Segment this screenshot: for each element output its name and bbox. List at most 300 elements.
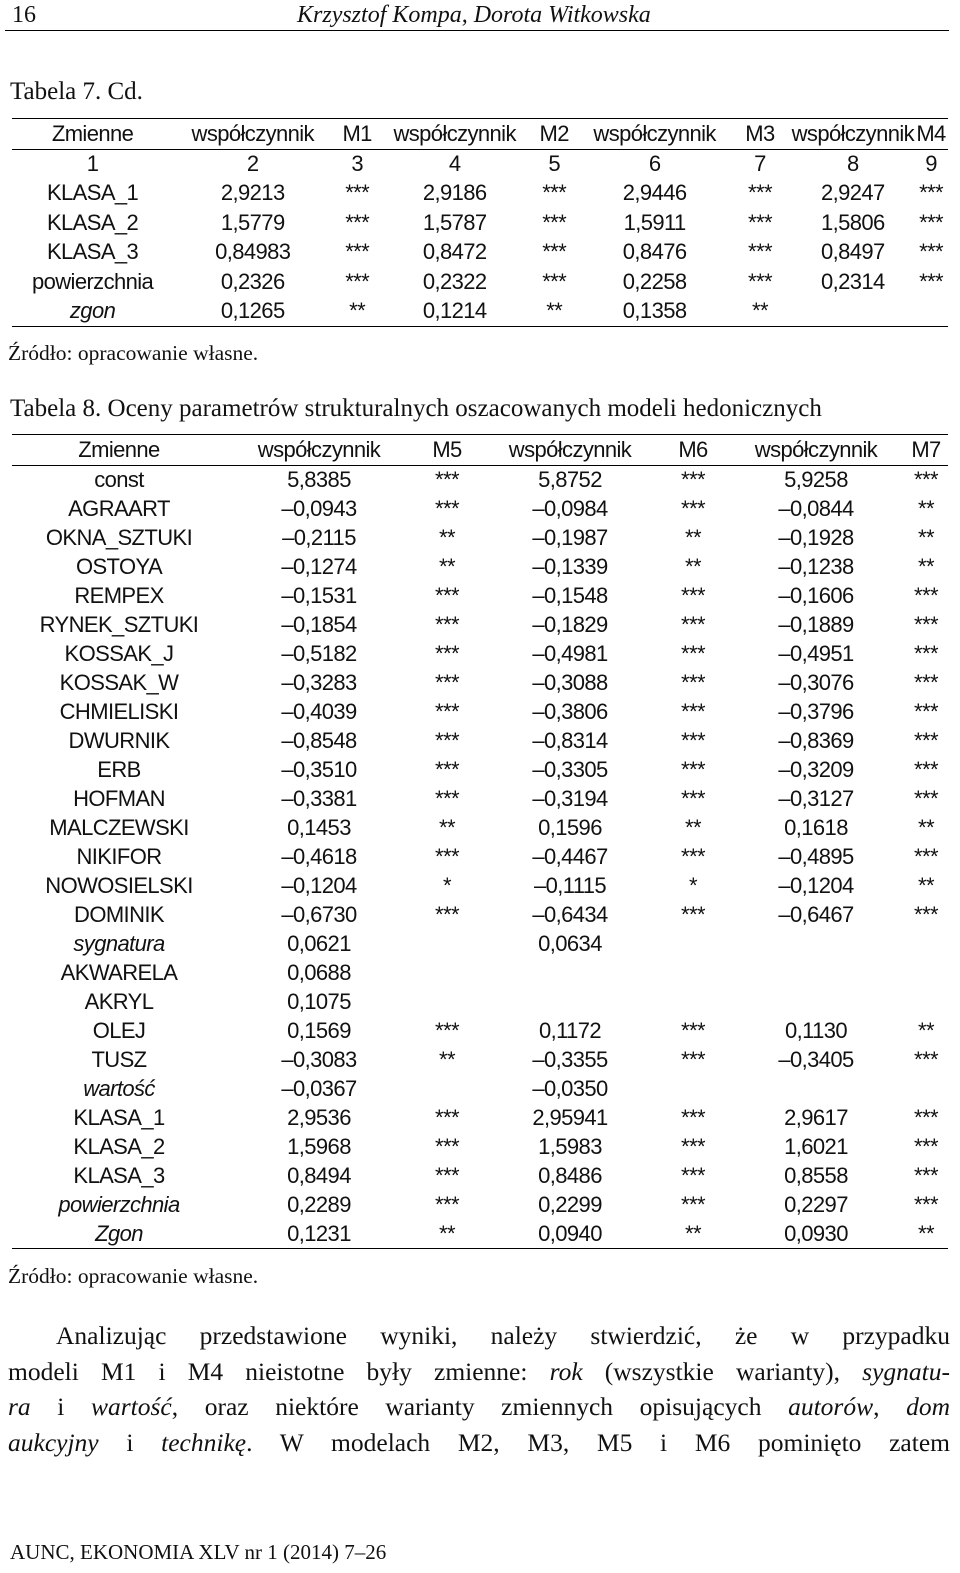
table-row <box>12 1162 948 1191</box>
significance-cell: *** <box>919 180 943 206</box>
significance-cell: *** <box>914 1134 938 1159</box>
significance-cell: ** <box>685 525 701 550</box>
variable-name: const <box>94 467 144 493</box>
column-number: 9 <box>925 151 937 177</box>
column-header: współczynnik <box>728 435 904 466</box>
table8-caption: Tabela 8. Oceny parametrów strukturalnych oszacowanych modeli hedonicznych <box>10 395 822 422</box>
significance-cell: *** <box>914 757 938 782</box>
column-header: współczynnik <box>173 119 332 150</box>
coefficient-cell: 0,1075 <box>287 989 351 1014</box>
significance-cell: *** <box>681 612 705 637</box>
column-number: 1 <box>86 151 99 177</box>
coefficient-cell: 1,5968 <box>287 1134 351 1159</box>
coefficient-cell: 0,0930 <box>728 1220 904 1249</box>
paragraph-segment: dom <box>906 1392 950 1421</box>
column-header: M3 <box>728 119 791 150</box>
column-header: M6 <box>658 435 728 466</box>
paragraph-segment: , oraz niektóre warianty zmiennych opisujących <box>171 1392 789 1421</box>
coefficient-cell: –0,1339 <box>532 554 608 579</box>
variable-name: KOSSAK_W <box>59 670 179 695</box>
significance-cell: *** <box>681 1047 705 1072</box>
significance-cell: *** <box>542 268 567 294</box>
column-number: 6 <box>648 151 661 177</box>
significance-cell: *** <box>345 239 370 265</box>
coefficient-cell: 1,5983 <box>538 1134 602 1159</box>
table8-body <box>12 466 948 1249</box>
coefficient-cell: –0,1854 <box>281 612 357 637</box>
variable-name: KLASA_1 <box>46 180 139 206</box>
significance-cell <box>914 297 948 327</box>
coefficient-cell: 0,1172 <box>538 1018 602 1043</box>
coefficient-cell: 0,8486 <box>538 1163 602 1188</box>
significance-cell: ** <box>439 554 455 579</box>
significance-cell: *** <box>435 670 459 695</box>
significance-cell <box>904 959 948 988</box>
table7 <box>12 118 948 327</box>
table7-source: Źródło: opracowanie własne. <box>8 341 259 365</box>
coefficient-cell: –0,3127 <box>778 786 854 811</box>
significance-cell: *** <box>681 1018 705 1043</box>
coefficient-cell: 0,1358 <box>581 297 728 327</box>
significance-cell: *** <box>681 699 705 724</box>
paragraph-line-4 <box>8 1425 950 1461</box>
table-row <box>12 785 948 814</box>
paragraph-segment: i <box>98 1427 162 1457</box>
column-number: 7 <box>754 151 766 177</box>
coefficient-cell: –0,8314 <box>532 728 608 753</box>
table-row <box>12 238 948 268</box>
variable-name: KLASA_2 <box>73 1134 165 1159</box>
page-number: 16 <box>12 2 36 28</box>
table-row <box>12 843 948 872</box>
coefficient-cell: 2,9186 <box>422 180 487 206</box>
table-row <box>12 208 948 238</box>
coefficient-cell: –0,3796 <box>778 699 854 724</box>
significance-cell: ** <box>918 1018 934 1043</box>
significance-cell: ** <box>412 1220 482 1249</box>
paragraph-segment: technikę <box>161 1427 247 1457</box>
coefficient-cell: 0,2299 <box>538 1192 602 1217</box>
coefficient-cell: –0,1987 <box>532 525 608 550</box>
coefficient-cell <box>728 959 904 988</box>
paragraph-segment: (wszystkie warianty), <box>582 1356 863 1386</box>
significance-cell: * <box>443 873 451 898</box>
coefficient-cell: 0,8494 <box>287 1163 351 1188</box>
column-header: M7 <box>904 435 948 466</box>
table-row <box>12 872 948 901</box>
significance-cell: *** <box>435 757 459 782</box>
table-row <box>12 495 948 524</box>
coefficient-cell <box>792 297 914 327</box>
variable-name: NOWOSIELSKI <box>45 873 193 898</box>
coefficient-cell: 0,8497 <box>820 239 885 265</box>
significance-cell: *** <box>435 467 459 493</box>
table7-body <box>12 179 948 327</box>
coefficient-cell: 0,8476 <box>622 239 687 265</box>
body-paragraph <box>8 1318 950 1460</box>
coefficient-cell: –0,0367 <box>281 1076 357 1101</box>
coefficient-cell: –0,4618 <box>281 844 357 869</box>
column-header: M5 <box>412 435 482 466</box>
significance-cell: ** <box>918 873 934 898</box>
significance-cell: *** <box>914 670 938 695</box>
variable-name: OSTOYA <box>75 554 163 579</box>
coefficient-cell: 2,9247 <box>820 180 885 206</box>
significance-cell: *** <box>748 180 772 206</box>
significance-cell: *** <box>914 1192 938 1217</box>
coefficient-cell: –0,6434 <box>532 902 608 927</box>
table-row <box>12 901 948 930</box>
variable-name: RYNEK_SZTUKI <box>39 612 199 637</box>
coefficient-cell: 5,9258 <box>784 467 848 493</box>
significance-cell: *** <box>435 1134 459 1159</box>
variable-name: DWURNIK <box>68 728 170 753</box>
significance-cell: *** <box>345 268 370 294</box>
table-row <box>12 640 948 669</box>
significance-cell <box>658 1075 728 1104</box>
coefficient-cell: –0,3355 <box>532 1047 608 1072</box>
significance-cell: *** <box>435 699 459 724</box>
variable-name: powierzchnia <box>58 1192 180 1217</box>
coefficient-cell: 0,1231 <box>226 1220 412 1249</box>
significance-cell <box>904 988 948 1017</box>
significance-cell: *** <box>748 209 772 235</box>
variable-name: AKRYL <box>84 989 154 1014</box>
significance-cell: *** <box>435 1192 459 1217</box>
table-row <box>12 756 948 785</box>
coefficient-cell: –0,4981 <box>532 641 608 666</box>
coefficient-cell: 5,8752 <box>538 467 602 493</box>
significance-cell: *** <box>919 239 943 265</box>
coefficient-cell: –0,4951 <box>778 641 854 666</box>
significance-cell: ** <box>527 297 580 327</box>
significance-cell: *** <box>748 268 772 294</box>
significance-cell: *** <box>435 641 459 666</box>
variable-name: zgon <box>12 297 173 327</box>
running-header <box>5 0 949 31</box>
variable-name: DOMINIK <box>74 902 164 927</box>
column-header-variable: Zmienne <box>12 119 173 150</box>
coefficient-cell: –0,3194 <box>532 786 608 811</box>
significance-cell <box>904 1075 948 1104</box>
paragraph-segment: autorów <box>788 1392 874 1421</box>
coefficient-cell: –0,1115 <box>533 873 607 898</box>
significance-cell: *** <box>435 844 459 869</box>
significance-cell: ** <box>918 554 934 579</box>
significance-cell: ** <box>904 1220 948 1249</box>
significance-cell: *** <box>681 1105 705 1130</box>
paragraph-segment: wartość <box>90 1392 172 1421</box>
coefficient-cell: –0,3076 <box>778 670 854 695</box>
significance-cell <box>412 959 482 988</box>
significance-cell: *** <box>748 239 772 265</box>
coefficient-cell: –0,0984 <box>532 496 608 521</box>
significance-cell: *** <box>435 786 459 811</box>
coefficient-cell: 0,1618 <box>784 815 848 840</box>
variable-name: Zgon <box>12 1220 226 1249</box>
table-row <box>12 727 948 756</box>
significance-cell: ** <box>918 525 934 550</box>
running-header-authors: Krzysztof Kompa, Dorota Witkowska <box>297 2 651 28</box>
coefficient-cell: –0,3381 <box>281 786 357 811</box>
coefficient-cell: –0,1928 <box>778 525 854 550</box>
significance-cell: *** <box>542 209 567 235</box>
coefficient-cell: 0,1130 <box>784 1018 848 1043</box>
paragraph-segment: rok <box>549 1356 583 1386</box>
coefficient-cell: –0,3283 <box>281 670 357 695</box>
coefficient-cell: –0,1204 <box>778 873 854 898</box>
variable-name: AKWARELA <box>60 960 178 985</box>
variable-name: OKNA_SZTUKI <box>45 525 193 550</box>
significance-cell <box>904 930 948 959</box>
variable-name: NIKIFOR <box>76 844 162 869</box>
table-row <box>12 582 948 611</box>
coefficient-cell <box>728 1075 904 1104</box>
column-header: współczynnik <box>226 435 412 466</box>
coefficient-cell: –0,1204 <box>281 873 357 898</box>
significance-cell: * <box>689 873 697 898</box>
coefficient-cell: 0,2322 <box>422 268 487 294</box>
significance-cell: *** <box>914 583 938 608</box>
table8-header-row <box>12 435 948 466</box>
significance-cell: *** <box>681 1192 705 1217</box>
significance-cell: *** <box>681 641 705 666</box>
significance-cell: *** <box>919 268 943 294</box>
table-row <box>12 1191 948 1220</box>
significance-cell: *** <box>435 728 459 753</box>
coefficient-cell: 0,0634 <box>538 931 602 956</box>
table-row <box>12 669 948 698</box>
coefficient-cell: –0,8548 <box>281 728 357 753</box>
significance-cell: *** <box>542 180 567 206</box>
significance-cell: *** <box>914 1163 938 1188</box>
coefficient-cell: –0,3088 <box>532 670 608 695</box>
coefficient-cell: –0,1829 <box>532 612 608 637</box>
significance-cell: *** <box>681 757 705 782</box>
significance-cell: *** <box>435 1105 459 1130</box>
table-row <box>12 959 948 988</box>
significance-cell: ** <box>728 297 791 327</box>
coefficient-cell: 0,1453 <box>287 815 351 840</box>
coefficient-cell: –0,3405 <box>778 1047 854 1072</box>
variable-name: CHMIELISKI <box>59 699 179 724</box>
paragraph-line-3 <box>8 1389 950 1425</box>
significance-cell: *** <box>435 583 459 608</box>
coefficient-cell: 2,9536 <box>287 1105 351 1130</box>
coefficient-cell: 0,1569 <box>287 1018 351 1043</box>
significance-cell: *** <box>542 239 567 265</box>
coefficient-cell <box>482 959 658 988</box>
table-row <box>12 814 948 843</box>
column-header: współczynnik <box>792 119 914 150</box>
significance-cell: *** <box>435 902 459 927</box>
significance-cell: *** <box>914 786 938 811</box>
significance-cell: *** <box>681 1163 705 1188</box>
significance-cell: ** <box>918 815 934 840</box>
column-header: współczynnik <box>482 435 658 466</box>
coefficient-cell: –0,4895 <box>778 844 854 869</box>
paragraph-segment: i <box>30 1392 91 1421</box>
significance-cell: *** <box>345 209 370 235</box>
column-header: współczynnik <box>382 119 528 150</box>
table-row <box>12 466 948 495</box>
variable-name: MALCZEWSKI <box>49 815 189 840</box>
coefficient-cell: 2,9446 <box>622 180 687 206</box>
coefficient-cell: 0,2258 <box>622 268 687 294</box>
table-row <box>12 698 948 727</box>
coefficient-cell: 0,2326 <box>220 268 285 294</box>
variable-name: HOFMAN <box>73 786 165 811</box>
column-header: M1 <box>332 119 382 150</box>
coefficient-cell <box>728 930 904 959</box>
significance-cell: *** <box>681 583 705 608</box>
coefficient-cell: 0,1596 <box>538 815 602 840</box>
variable-name: KOSSAK_J <box>64 641 174 666</box>
coefficient-cell: 2,9617 <box>784 1105 848 1130</box>
paragraph-segment: aukcyjny <box>8 1427 99 1457</box>
coefficient-cell <box>728 988 904 1017</box>
coefficient-cell: –0,5182 <box>281 641 357 666</box>
coefficient-cell: 1,6021 <box>784 1134 848 1159</box>
column-header: współczynnik <box>581 119 728 150</box>
significance-cell: *** <box>681 1134 705 1159</box>
coefficient-cell: 0,1214 <box>382 297 528 327</box>
coefficient-cell: –0,0844 <box>778 496 854 521</box>
table-row <box>12 1220 948 1249</box>
coefficient-cell: –0,6730 <box>281 902 357 927</box>
significance-cell: ** <box>439 1047 455 1072</box>
coefficient-cell: 2,95941 <box>532 1105 608 1130</box>
column-header-variable: Zmienne <box>12 435 226 466</box>
coefficient-cell: 0,8472 <box>422 239 487 265</box>
coefficient-cell: 2,9213 <box>220 180 285 206</box>
coefficient-cell: 1,5787 <box>422 209 487 235</box>
table-row <box>12 611 948 640</box>
table7-caption: Tabela 7. Cd. <box>10 78 143 105</box>
significance-cell: *** <box>435 1163 459 1188</box>
column-header: M2 <box>527 119 580 150</box>
variable-name: KLASA_1 <box>73 1105 165 1130</box>
variable-name: KLASA_3 <box>46 239 139 265</box>
variable-name: AGRAART <box>68 496 170 521</box>
coefficient-cell: –0,4039 <box>281 699 357 724</box>
significance-cell: ** <box>658 1220 728 1249</box>
paragraph-line-2 <box>8 1354 950 1390</box>
significance-cell: *** <box>914 902 938 927</box>
coefficient-cell: 0,1265 <box>173 297 332 327</box>
coefficient-cell: –0,0943 <box>281 496 357 521</box>
significance-cell: *** <box>914 1105 938 1130</box>
significance-cell: *** <box>681 670 705 695</box>
coefficient-cell: –0,1889 <box>778 612 854 637</box>
significance-cell: ** <box>439 525 455 550</box>
significance-cell: ** <box>439 815 455 840</box>
table7-column-number-row <box>12 150 948 179</box>
significance-cell: *** <box>681 728 705 753</box>
significance-cell: ** <box>685 554 701 579</box>
coefficient-cell: –0,0350 <box>532 1076 608 1101</box>
variable-name: powierzchnia <box>31 268 154 294</box>
variable-name: OLEJ <box>92 1018 146 1043</box>
significance-cell: *** <box>914 641 938 666</box>
significance-cell: *** <box>681 844 705 869</box>
paragraph-line-1 <box>8 1318 950 1354</box>
coefficient-cell: –0,3510 <box>281 757 357 782</box>
significance-cell: *** <box>345 180 370 206</box>
table-row <box>12 1133 948 1162</box>
coefficient-cell: 0,2314 <box>820 268 885 294</box>
significance-cell <box>412 1075 482 1104</box>
significance-cell: *** <box>914 844 938 869</box>
table8 <box>12 434 948 1249</box>
significance-cell <box>658 930 728 959</box>
variable-name: wartość <box>83 1076 155 1101</box>
coefficient-cell: 0,84983 <box>215 239 291 265</box>
significance-cell: *** <box>435 496 459 521</box>
table-row <box>12 1075 948 1104</box>
coefficient-cell: –0,2115 <box>282 525 356 550</box>
significance-cell: *** <box>914 612 938 637</box>
coefficient-cell: 1,5806 <box>820 209 885 235</box>
coefficient-cell: 0,0940 <box>482 1220 658 1249</box>
table8-source: Źródło: opracowanie własne. <box>8 1264 259 1288</box>
coefficient-cell: 5,8385 <box>287 467 351 493</box>
table-row <box>12 1017 948 1046</box>
coefficient-cell: –0,1274 <box>281 554 357 579</box>
coefficient-cell: 0,0688 <box>287 960 351 985</box>
significance-cell: ** <box>918 496 934 521</box>
significance-cell: *** <box>435 1018 459 1043</box>
table-row <box>12 1046 948 1075</box>
table7-header-row <box>12 119 948 150</box>
significance-cell: *** <box>681 496 705 521</box>
significance-cell: *** <box>914 728 938 753</box>
significance-cell <box>412 930 482 959</box>
variable-name: KLASA_3 <box>73 1163 165 1188</box>
table-row <box>12 267 948 297</box>
paragraph-segment: . W modelach M2, M3, M5 i M6 pominięto zatem <box>246 1427 950 1457</box>
table-row <box>12 524 948 553</box>
table-row <box>12 553 948 582</box>
table-row <box>12 930 948 959</box>
coefficient-cell: –0,3083 <box>281 1047 357 1072</box>
coefficient-cell <box>482 988 658 1017</box>
coefficient-cell: 1,5779 <box>220 209 285 235</box>
coefficient-cell: –0,1531 <box>281 583 357 608</box>
variable-name: TUSZ <box>91 1047 147 1072</box>
table-row <box>12 1104 948 1133</box>
variable-name: ERB <box>97 757 141 782</box>
significance-cell: *** <box>681 467 705 493</box>
coefficient-cell: 0,8558 <box>784 1163 848 1188</box>
significance-cell: *** <box>914 467 938 493</box>
paragraph-segment: sygnatu- <box>862 1356 950 1386</box>
significance-cell <box>412 988 482 1017</box>
coefficient-cell: 0,2289 <box>287 1192 351 1217</box>
table-row <box>12 297 948 327</box>
paragraph-segment: ra <box>8 1392 31 1421</box>
coefficient-cell: 0,0621 <box>287 931 351 956</box>
column-number: 8 <box>847 151 859 177</box>
coefficient-cell: –0,3806 <box>532 699 608 724</box>
variable-name: REMPEX <box>74 583 164 608</box>
column-number: 3 <box>351 151 363 177</box>
variable-name: sygnatura <box>73 931 165 956</box>
significance-cell: *** <box>435 612 459 637</box>
journal-footer: AUNC, EKONOMIA XLV nr 1 (2014) 7–26 <box>10 1540 387 1564</box>
coefficient-cell: –0,6467 <box>778 902 854 927</box>
significance-cell: *** <box>914 1047 938 1072</box>
